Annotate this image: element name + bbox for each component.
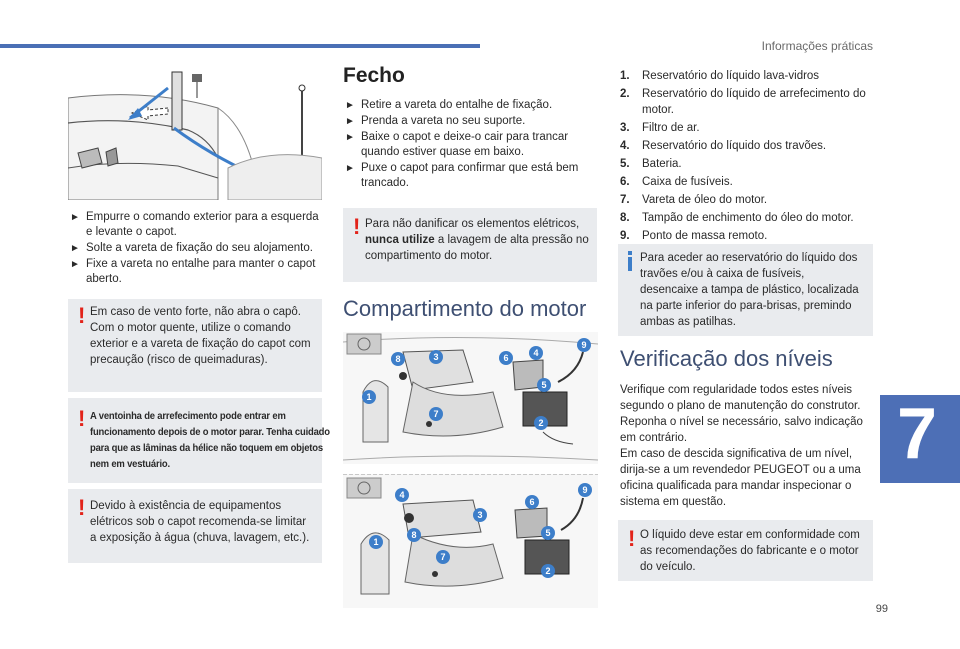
warning-icon: ! xyxy=(78,406,86,431)
svg-text:5: 5 xyxy=(541,380,547,390)
closing-title: Fecho xyxy=(343,64,405,87)
list-item: 2. Reservatório do líquido de arrefecimento do motor. xyxy=(620,88,866,116)
list-item: 7. Vareta de óleo do motor. xyxy=(620,194,768,206)
chapter-number: 7 xyxy=(897,394,938,474)
badge xyxy=(578,483,592,497)
badge xyxy=(577,338,591,352)
list-item: ► Prenda a vareta no seu suporte. xyxy=(345,115,526,127)
warning-text: Para não danificar os elementos elétricos, nunca utilize a lavagem de alta pressão no compartimento do motor. xyxy=(365,218,589,262)
badge xyxy=(407,528,421,542)
warning-box-pressure-wash xyxy=(343,208,597,282)
closing-steps xyxy=(345,98,600,192)
list-item: ► Puxe o capot para confirmar que está bem trancado. xyxy=(345,162,579,189)
engine-compartment-diagram-1 xyxy=(343,332,598,464)
opening-steps xyxy=(70,210,325,288)
badge xyxy=(537,378,551,392)
svg-text:9: 9 xyxy=(582,485,588,495)
svg-text:4: 4 xyxy=(533,348,539,358)
badge xyxy=(436,550,450,564)
info-box-access: Para aceder ao reservatório do líquido dos travões e/ou à caixa de fusíveis, desencaixe a tampa de plástico, localizada na parte inferior do para-brisas, premindo ambas as patilhas. xyxy=(618,244,873,336)
badge xyxy=(429,407,443,421)
svg-text:2: 2 xyxy=(545,566,551,576)
svg-text:3: 3 xyxy=(477,510,483,520)
badge xyxy=(369,535,383,549)
svg-text:9: 9 xyxy=(581,340,587,350)
warning-box-wind: ! Em caso de vento forte, não abra o capô. Com o motor quente, utilize o comando exterior e a vareta de fixação do capot com precaução (risco de queimaduras). xyxy=(68,299,322,392)
badge xyxy=(534,416,548,430)
list-item: 6. Caixa de fusíveis. xyxy=(620,176,733,188)
badge xyxy=(391,352,405,366)
page-number: 99 xyxy=(875,603,888,615)
warning-icon: ! xyxy=(78,495,86,520)
list-item: ► Solte a vareta de fixação do seu alojamento. xyxy=(70,242,313,254)
header-accent-bar xyxy=(0,44,480,48)
list-item: 3. Filtro de ar. xyxy=(620,122,700,134)
badge xyxy=(395,488,409,502)
levels-paragraph-1: Verifique com regularidade todos estes níveis segundo o plano de manutenção do construtor. Reponha o nível se necessário, salvo indicação em contrário. xyxy=(620,384,863,444)
info-icon xyxy=(628,251,632,271)
svg-text:1: 1 xyxy=(366,392,372,402)
badge xyxy=(362,390,376,404)
badge xyxy=(525,495,539,509)
svg-text:5: 5 xyxy=(545,528,551,538)
svg-text:8: 8 xyxy=(411,530,417,540)
svg-text:4: 4 xyxy=(399,490,405,500)
svg-text:3: 3 xyxy=(433,352,439,362)
svg-text:7: 7 xyxy=(433,409,439,419)
levels-paragraph-2: Em caso de descida significativa de um nível, dirija-se a um revendedor PEUGEOT ou a uma oficina qualificada para mandar inspecionar o sistema em questão. xyxy=(620,448,861,508)
warning-icon: ! xyxy=(78,303,86,328)
list-item: ► Baixe o capot e deixe-o cair para trancar quando estiver quase em baixo. xyxy=(345,131,569,158)
badge xyxy=(473,508,487,522)
list-item: 8. Tampão de enchimento do óleo do motor. xyxy=(620,212,854,224)
warning-box-water: ! Devido à existência de equipamentos elétricos sob o capot recomenda-se limitar a exposição à água (chuva, lavagem, etc.). xyxy=(68,489,322,563)
svg-text:6: 6 xyxy=(503,353,509,363)
svg-text:7: 7 xyxy=(440,552,446,562)
hood-opening-illustration xyxy=(68,68,322,200)
list-item: 5. Bateria. xyxy=(620,158,682,170)
badge xyxy=(529,346,543,360)
list-item: ► Retire a vareta do entalhe de fixação. xyxy=(345,99,553,111)
svg-text:2: 2 xyxy=(538,418,544,428)
list-item: 9. Ponto de massa remoto. xyxy=(620,230,768,242)
engine-compartment-diagram-2 xyxy=(343,474,598,608)
warning-box-fluid: ! O líquido deve estar em conformidade com as recomendações do fabricante e o motor do veículo. xyxy=(618,520,873,581)
badge xyxy=(541,526,555,540)
section-title: Informações práticas xyxy=(761,39,873,53)
engine-title: Compartimento do motor xyxy=(343,296,587,321)
svg-text:8: 8 xyxy=(395,354,401,364)
list-item: ► Fixe a vareta no entalhe para manter o capot aberto. xyxy=(70,258,316,285)
svg-text:1: 1 xyxy=(373,537,379,547)
component-list xyxy=(620,68,875,246)
warning-box-fan: ! A ventoinha de arrefecimento pode entrar em funcionamento depois de o motor parar. Tenha cuidado para que as lâminas da hélice não toquem em objetos nem em vestuário. xyxy=(68,398,322,483)
list-item: ► Empurre o comando exterior para a esquerda e levante o capot. xyxy=(70,211,319,238)
badge xyxy=(541,564,555,578)
warning-icon: ! xyxy=(353,214,361,239)
svg-text:6: 6 xyxy=(529,497,535,507)
list-item: 1. Reservatório do líquido lava-vidros xyxy=(620,70,820,82)
badge xyxy=(499,351,513,365)
levels-title: Verificação dos níveis xyxy=(620,346,833,371)
warning-icon: ! xyxy=(628,526,636,551)
badge xyxy=(429,350,443,364)
list-item: 4. Reservatório do líquido dos travões. xyxy=(620,140,827,152)
